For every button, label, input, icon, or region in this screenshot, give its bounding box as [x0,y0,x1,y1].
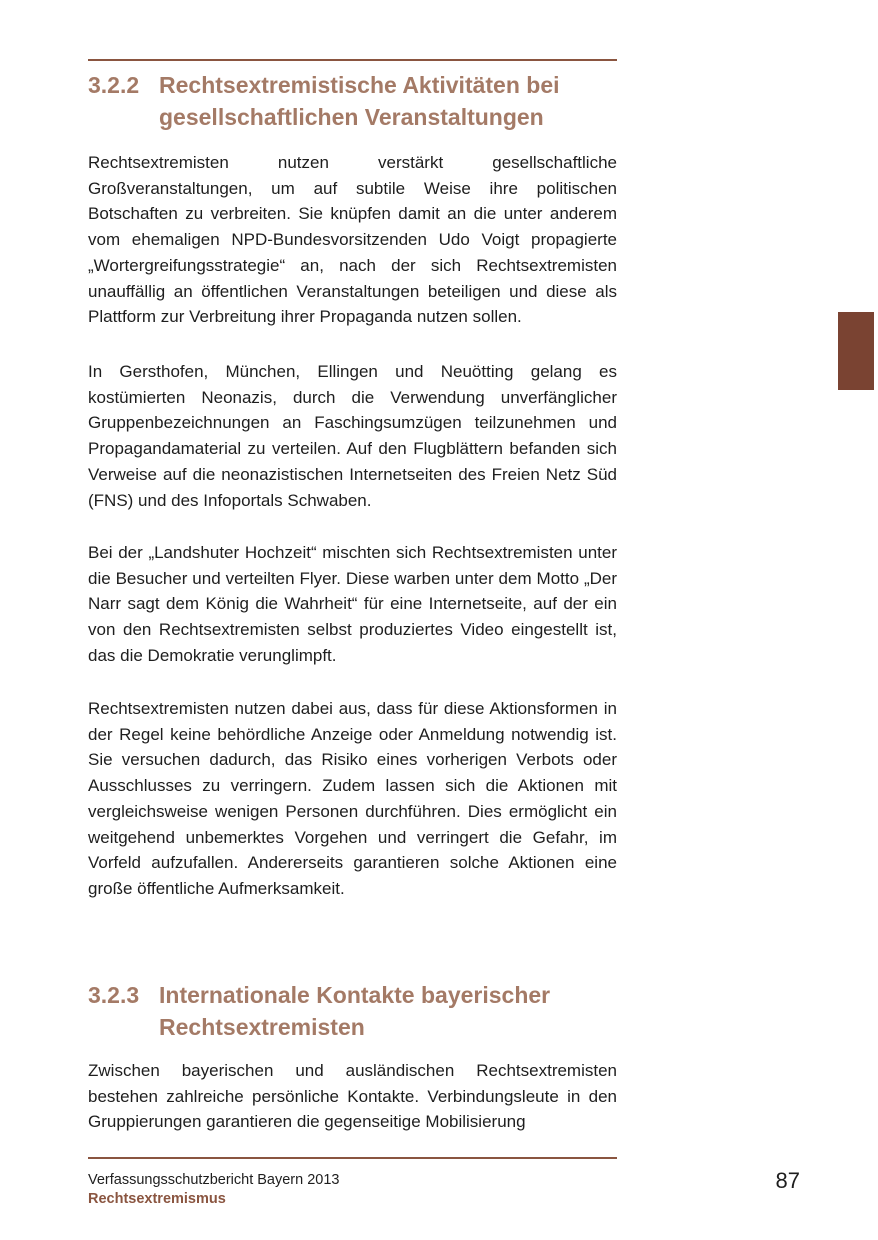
paragraph: Zwischen bayerischen und ausländischen Rechtsextremisten bestehen zahlreiche persönliche Kontakte. Verbindungsleute in den Gruppierungen garantieren die gegenseitige Mobilisierung [88,1061,617,1132]
section-heading-3-2-3 [88,979,628,1043]
page-number: 87 [775,1168,800,1193]
top-rule [88,59,617,61]
section-title: Internationale Kontakte bayerischer Rechtsextremisten [159,982,551,1040]
section-title: Rechtsextremistische Aktivitäten bei gesellschaftlichen Veranstaltungen [159,72,560,130]
paragraph: Bei der „Landshuter Hochzeit“ mischten sich Rechtsextremisten unter die Besucher und verteilten Flyer. Diese warben unter dem Motto „Der Narr sagt dem König die Wahrheit“ für eine Internetseite, auf der ein von den Rechtsextremisten selbst produziertes Video eingestellt ist, das die Demokratie verunglimpft. [88,543,617,665]
footer-rule [88,1157,617,1159]
paragraph: Rechtsextremisten nutzen verstärkt gesellschaftliche Großveranstaltungen, um auf subtile Weise ihre politischen Botschaften zu verbreiten. Sie knüpfen damit an die unter anderem vom ehemaligen NPD-Bundesvorsitzenden Udo Voigt propagierte „Wortergreifungsstrategie“ an, nach der sich Rechtsextremisten unauffällig an öffentlichen Veranstaltungen beteiligen und diese als Plattform zur Verbreitung ihrer Propaganda nutzen sollen. [88,153,617,327]
footer-section: Rechtsextremismus [88,1191,226,1207]
footer [88,1171,339,1209]
footer-publication: Verfassungsschutzbericht Bayern 2013 [88,1172,340,1188]
section-number: 3.2.3 [88,982,140,1008]
paragraph: Rechtsextremisten nutzen dabei aus, dass für diese Aktionsformen in der Regel keine behördliche Anzeige oder Anmeldung notwendig ist. Sie versuchen dadurch, das Risiko eines vorherigen Verbots oder Ausschlusses zu verringern. Zudem lassen sich die Aktionen mit vergleichsweise wenigen Personen durchführen. Dies ermöglicht ein weitgehend unbemerktes Vorgehen und verringert die Gefahr, im Vorfeld aufzufallen. Andererseits garantieren solche Aktionen eine große öffentliche Aufmerksamkeit. [88,699,617,898]
section-heading-3-2-2 [88,69,628,133]
chapter-tab-marker [838,312,874,390]
section-number: 3.2.2 [88,72,140,98]
paragraph: In Gersthofen, München, Ellingen und Neuötting gelang es kostümierten Neonazis, durch die Verwendung unverfänglicher Gruppenbezeichnungen an Faschingsumzügen teilzunehmen und Propagandamaterial zu verteilen. Auf den Flugblättern befanden sich Verweise auf die neonazistischen Internetseiten des Freien Netz Süd (FNS) und des Infoportals Schwaben. [88,362,617,510]
